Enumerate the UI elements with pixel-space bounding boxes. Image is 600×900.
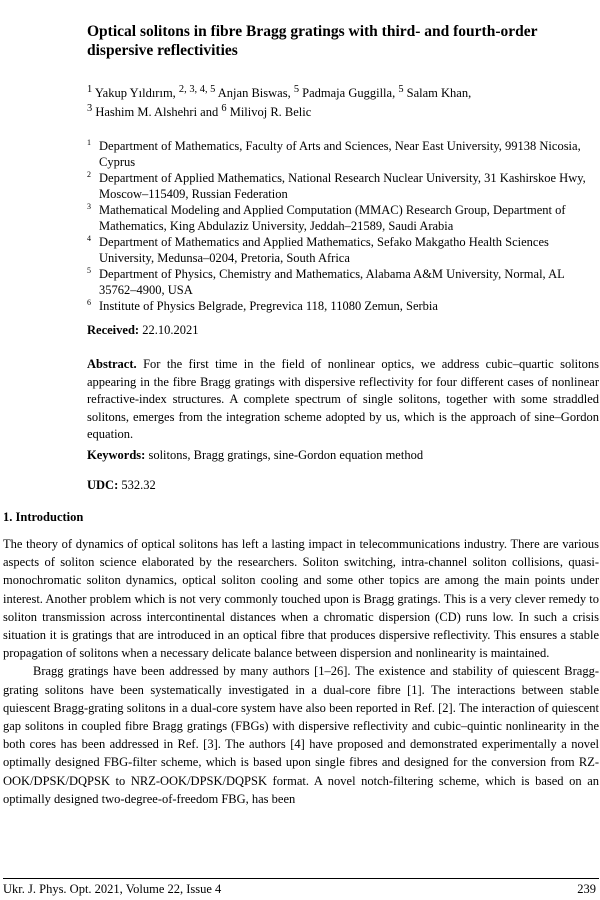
author-affil-mark: 5 [293,84,300,95]
affiliation-item [87,266,597,298]
author-affil-mark: 1 [87,84,93,95]
body-paragraph: The theory of dynamics of optical solitons has left a lasting impact in telecommunications industry. There are various aspects of soliton science elaborated by the researchers. Soliton switching, intra-channel soliton collisions, quasi-monochromatic soliton dynamics, optical soliton cooling and some other topics are among the main points under interest. Another problem which is not very commonly touched upon is Bragg gratings. This is a very clever remedy to soliton transmission across intercontinental distances when a chromatic dispersion (CD) runs low. In such a crisis situation it is gratings that are introduced in an optical fibre that produces dispersive reflectivity. This ensures a stable propagation of solitons when a necessary delicate balance between dispersion and nonlinearity is maintained. [3,537,599,661]
affiliation-number: 6 [87,298,91,307]
paper-title: Optical solitons in fibre Bragg gratings with third- and fourth-order dispersive reflectivities [87,23,538,59]
affiliation-list [87,138,597,314]
body-paragraph: Bragg gratings have been addressed by many authors [1–26]. The existence and stability of quiescent Bragg-grating solitons have been systematically investigated in a dual-core fibre [1]. The interactions between stable quiescent Bragg-grating solitons in a dual-core system have also been reported in Ref. [2]. The interaction of quiescent gap solitons in coupled fibre Bragg gratings (FBGs) with dispersive reflectivity and cubic–quintic nonlinearity in the both cores has been addressed in Ref. [3]. The authors [4] have proposed and demonstrated experimentally a novel optimally designed FBG-filter scheme, which is based upon single fibres and designed for the conversion from RZ-OOK/DPSK/DQPSK to NRZ-OOK/DPSK/DQPSK format. A novel notch-filtering scheme, which is based on an optimally designed two-degree-of-freedom FBG, has been [3,664,599,806]
affiliation-number: 2 [87,170,91,179]
received-value: 22.10.2021 [142,323,199,337]
affiliation-text: Institute of Physics Belgrade, Pregrevica 118, 11080 Zemun, Serbia [99,299,438,313]
author-affil-mark: 5 [398,84,404,95]
author-affil-mark: 3 [87,103,93,115]
author-name: Salam Khan, [406,86,472,101]
udc-code [87,478,156,493]
affiliation-item [87,202,597,234]
affiliation-text: Department of Mathematics, Faculty of Arts and Sciences, Near East University, 99138 Nicosia, Cyprus [99,139,581,169]
body-text [3,535,599,808]
keywords-label: Keywords: [87,448,146,462]
affiliation-item [87,138,597,170]
affiliation-item [87,298,597,314]
abstract-label: Abstract. [87,357,137,371]
affiliation-item [87,170,597,202]
affiliation-number: 3 [87,202,91,211]
abstract-text: For the first time in the field of nonlinear optics, we address cubic–quartic solitons appearing in the fibre Bragg gratings with dispersive reflectivity for four different cases of nonlinear refractive-index structures. A complete spectrum of single solitons, together with some straddled solitons, emerges from the integration scheme adopted by us, which is the approach of sine–Gordon equation. [87,357,599,441]
author-name: Milivoj R. Belic [229,105,312,120]
keywords-text: solitons, Bragg gratings, sine-Gordon equation method [148,448,424,462]
author-affil-mark: 6 [221,103,227,115]
affiliation-text: Department of Mathematics and Applied Mathematics, Sefako Makgatho Health Sciences University, Medunsa–0204, Pretoria, South Africa [99,235,549,265]
journal-citation: Ukr. J. Phys. Opt. 2021, Volume 22, Issue 4 [3,882,222,896]
udc-value: 532.32 [121,478,156,492]
affiliation-item [87,234,597,266]
affiliation-text: Department of Physics, Chemistry and Mathematics, Alabama A&M University, Normal, AL 35762–4900, USA [99,267,565,297]
page-number: 239 [577,882,596,896]
keywords [87,448,597,463]
affiliation-text: Department of Applied Mathematics, National Research Nuclear University, 31 Kashirskoe Hwy, Moscow–115409, Russian Federation [99,171,586,201]
footer-divider [3,878,599,879]
received-label: Received: [87,323,140,337]
author-list [87,82,587,120]
received-date [87,323,198,338]
author-name: Hashim M. Alshehri and [95,105,219,120]
author-affil-mark: 2, 3, 4, 5 [178,84,216,95]
author-name: Anjan Biswas, [217,86,291,101]
author-name: Padmaja Guggilla, [302,86,396,101]
abstract [87,356,599,444]
author-name: Yakup Yıldırım, [94,86,176,101]
affiliation-text: Mathematical Modeling and Applied Computation (MMAC) Research Group, Department of Mathematics, King Abdulaziz University, Jeddah–21589, Saudi Arabia [99,203,566,233]
affiliation-number: 1 [87,138,91,147]
udc-label: UDC: [87,478,119,492]
affiliation-number: 4 [87,234,91,243]
affiliation-number: 5 [87,266,91,275]
section-heading: 1. Introduction [3,510,84,524]
